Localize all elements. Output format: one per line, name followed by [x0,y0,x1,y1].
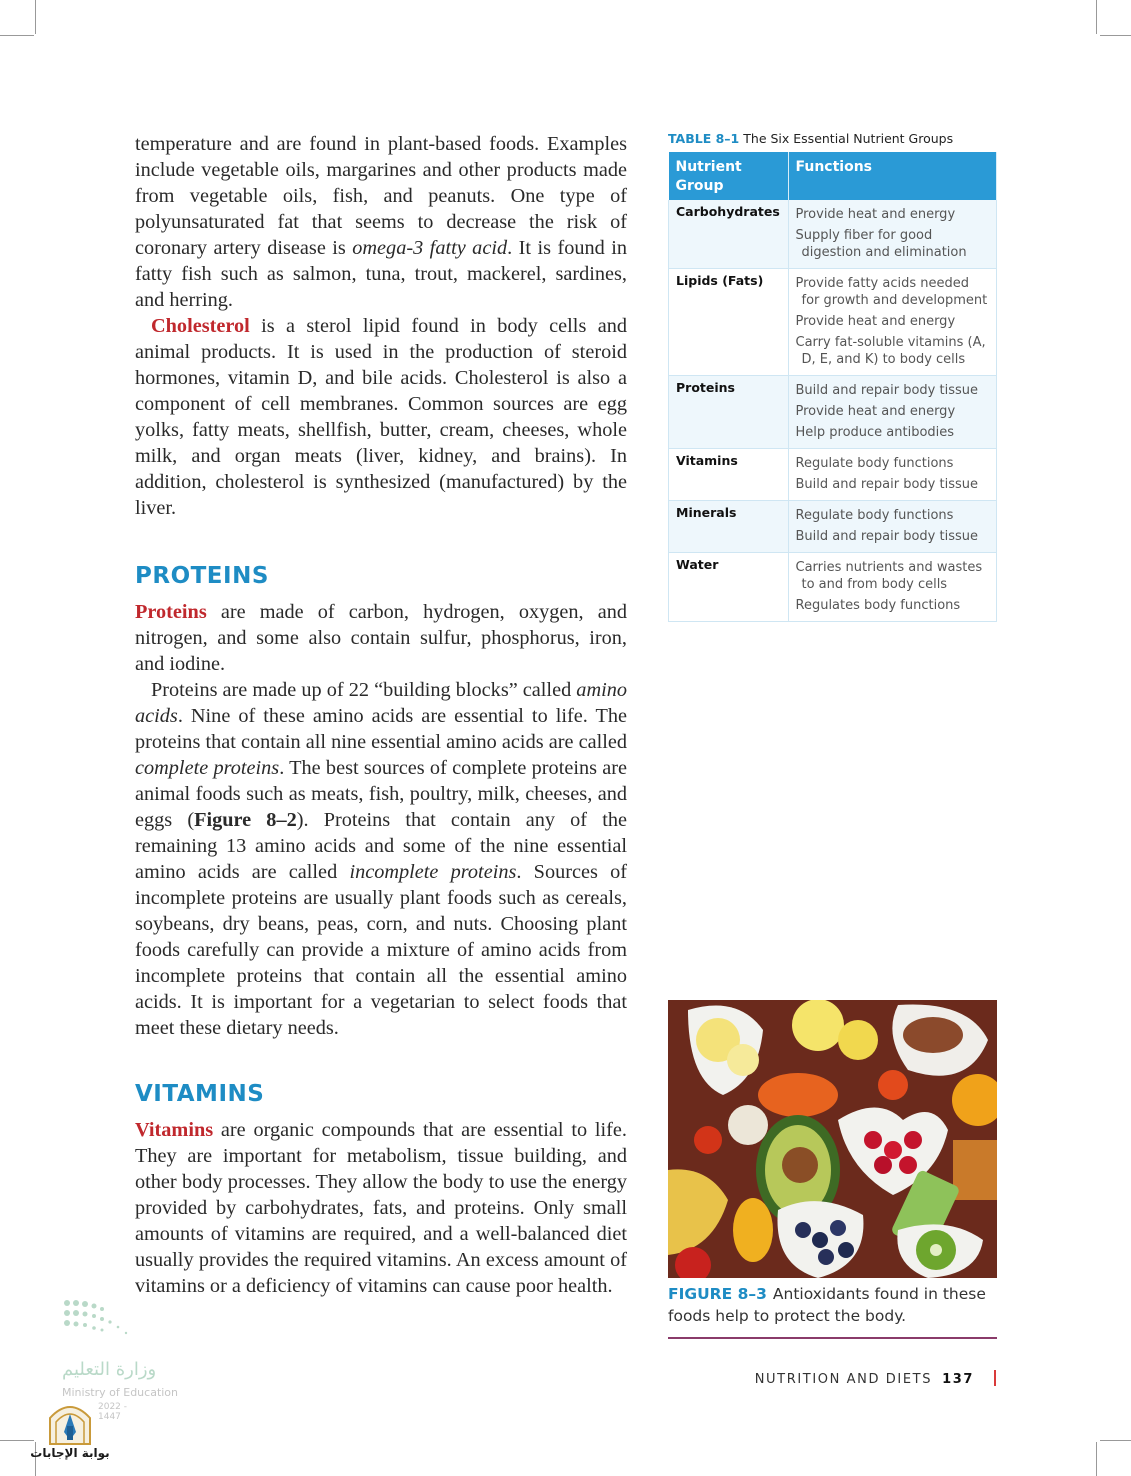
heading-proteins: PROTEINS [135,563,269,589]
crop-mark [35,0,36,34]
table-row [669,553,997,622]
figure-caption: FIGURE 8–3 Antioxidants found in these foods help to protect the body. [668,1283,997,1339]
table-row [669,501,997,553]
functions-cell: Provide heat and energy Supply fiber for good digestion and elimination [788,200,997,269]
table-caption: TABLE 8–1 The Six Essential Nutrient Groups [668,131,954,146]
figure-antioxidants [668,1000,997,1339]
paragraph-amino-acids: Proteins are made up of 22 “building blocks” called amino acids. Nine of these amino acids are essential to life. The proteins that contain all nine essential amino acids are called complete proteins. The best sources of complete proteins are animal foods such as meats, fish, poultry, milk, cheeses, and eggs (Figure 8–2). Proteins that contain any of the remaining 13 amino acids and some of the nine essential amino acids are called incomplete proteins. Sources of incomplete proteins are usually plant foods such as cereals, soybeans, dry beans, peas, corn, and nuts. Choosing plant foods carefully can provide a mixture of amino acids from incomplete proteins that contain all the essential amino acids. It is important for a vegetarian to select foods that meet these dietary needs. [135,679,628,1039]
badge-label: بوابة الإجابات [30,1446,110,1460]
group-cell: Water [669,553,789,622]
group-cell: Carbohydrates [669,200,789,269]
crop-mark [0,35,34,36]
heading-vitamins: VITAMINS [135,1081,265,1107]
group-cell: Vitamins [669,449,789,501]
table-header-row [669,152,997,200]
mosque-emblem-icon [30,1396,110,1446]
nutrient-table-panel [668,131,997,622]
functions-cell: Provide fatty acids needed for growth and development Provide heat and energy Carry fat-soluble vitamins (A, D, E, and K) to body cells [788,269,997,376]
ministry-watermark [62,1297,179,1422]
ministry-year: 2022 - 1447 [98,1402,128,1422]
key-term-proteins: Proteins [135,601,207,623]
ministry-arabic-name: وزارة التعليم [62,1359,157,1380]
crop-mark [1096,1442,1097,1476]
running-section-title: NUTRITION AND DIETS [754,1372,933,1387]
functions-cell: Build and repair body tissue Provide heat and energy Help produce antibodies [788,376,997,449]
functions-cell: Regulate body functions Build and repair body tissue [788,449,997,501]
nutrient-groups-table [668,152,997,622]
paragraph-proteins-intro: Proteins are made of carbon, hydrogen, oxygen, and nitrogen, and some also contain sulfur, phosphorus, iron, and iodine. [135,601,627,675]
footer-accent-bar [994,1370,996,1386]
ministry-logo-dots-icon [62,1297,142,1341]
crop-mark [0,1440,34,1441]
antioxidant-foods-photo [668,1000,997,1278]
paragraph-vitamins: Vitamins are organic compounds that are essential to life. They are important for metabolism, tissue building, and other body processes. They allow the body to use the energy provided by carbohydrates, fats, and proteins. Only small amounts of vitamins are required, and a well-balanced diet usually provides the required vitamins. An excess amount of vitamins or a deficiency of vitamins can cause poor health. [135,1119,627,1297]
italic-term: omega-3 fatty acid [352,237,508,259]
page-footer [755,1370,996,1387]
ministry-english-name: Ministry of Education [62,1386,179,1399]
table-row [669,200,997,269]
group-cell: Minerals [669,501,789,553]
header-functions: Functions [788,152,997,200]
key-term-cholesterol: Cholesterol [151,315,250,337]
crop-mark [1100,35,1131,36]
crop-mark [1096,0,1097,34]
main-text-column [135,131,627,1299]
table-row [669,449,997,501]
paragraph-cholesterol: Cholesterol is a sterol lipid found in body cells and animal products. It is used in the production of steroid hormones, vitamin D, and bile acids. Cholesterol is also a component of cell membranes. Common sources are egg yolks, fatty meats, shellfish, butter, cream, cheeses, whole milk, and organ meats (liver, kidney, and brains). In addition, cholesterol is synthesized (manufactured) by the liver. [135,315,627,519]
crop-mark [1100,1440,1131,1441]
figure-reference[interactable]: Figure 8–2 [194,809,297,831]
header-nutrient-group: Nutrient Group [669,152,789,200]
answers-portal-badge[interactable] [30,1396,110,1466]
group-cell: Proteins [669,376,789,449]
table-row [669,269,997,376]
page-number: 137 [942,1372,974,1387]
key-term-vitamins: Vitamins [135,1119,214,1141]
table-row [669,376,997,449]
group-cell: Lipids (Fats) [669,269,789,376]
functions-cell: Carries nutrients and wastes to and from body cells Regulates body functions [788,553,997,622]
functions-cell: Regulate body functions Build and repair body tissue [788,501,997,553]
paragraph-fats: temperature and are found in plant-based foods. Examples include vegetable oils, margarines and other products made from vegetable oils, fish, and peanuts. One type of polyunsaturated fat that seems to decrease the risk of coronary artery disease is omega-3 fatty acid. It is found in fatty fish such as salmon, tuna, trout, mackerel, sardines, and herring. [135,133,627,311]
